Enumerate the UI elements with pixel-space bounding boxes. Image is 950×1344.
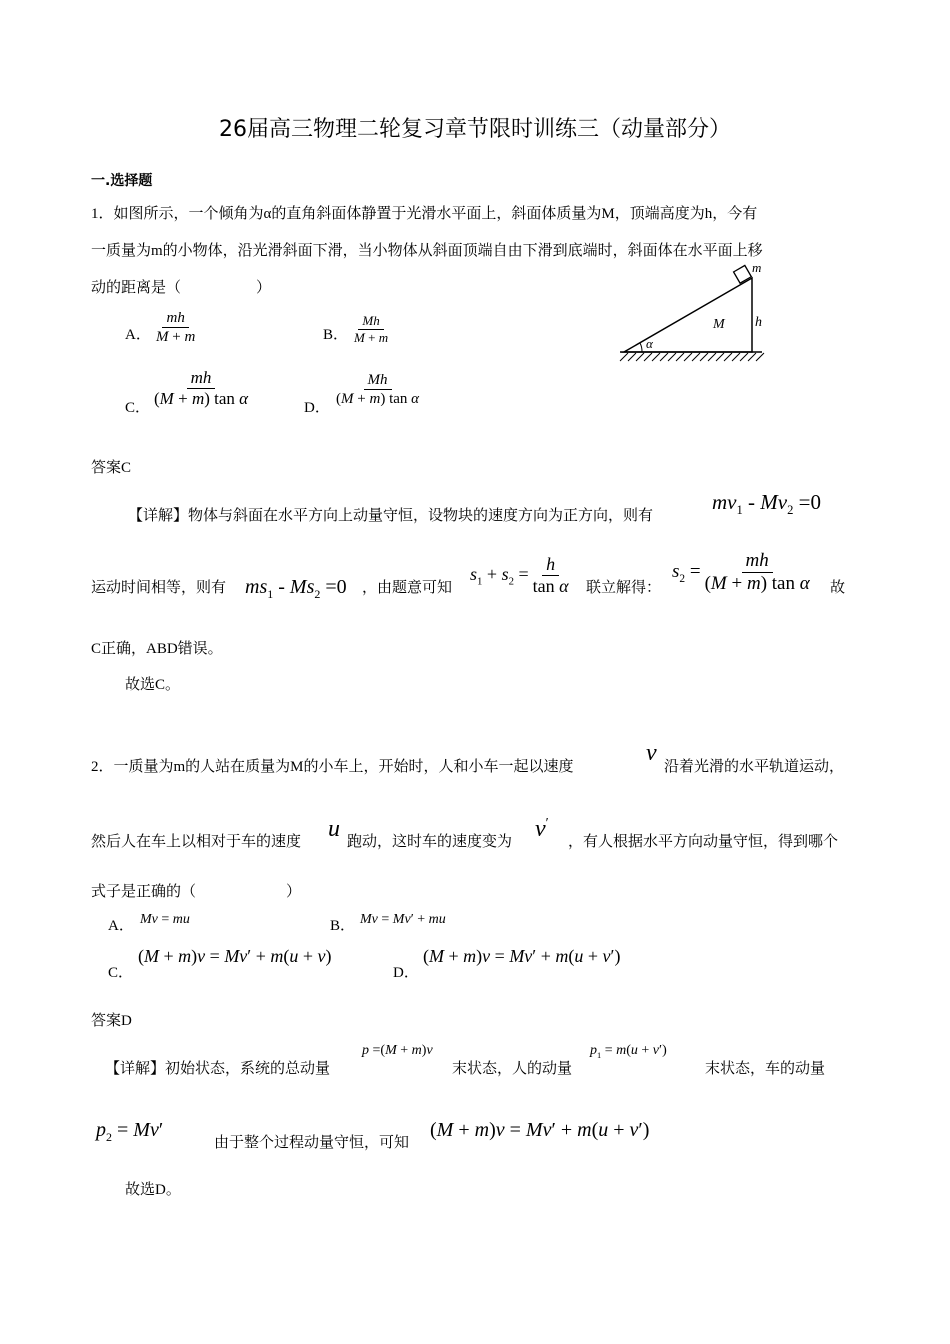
q2-var-vprime: v′ [535, 816, 549, 842]
q1-option-c-formula: $\frac{mh}{\text{(M + m) tan α}}$ [154, 368, 249, 408]
q2-eq-cart: $p_2 = Mv'$ [96, 1119, 164, 1144]
q2-option-d-label: D． [393, 965, 419, 981]
page-title: 26届高三物理二轮复习章节限时训练三（动量部分） [219, 117, 731, 142]
q2-option-c[interactable] [108, 963, 133, 983]
label-alpha: α [646, 336, 653, 351]
q1-option-a-formula: $\frac{mh}{M + m}$ [156, 310, 196, 346]
q1-option-a-label: A． [125, 327, 151, 343]
q2-eq-person: $p_1 = m(u + v')$ [590, 1043, 667, 1060]
q1-stem-line3: 动的距离是（ ） [91, 280, 272, 296]
q2-stem-line2b: 跑动，这时车的速度变为 [347, 834, 513, 850]
q1-option-b-label: B． [323, 327, 349, 343]
q2-conclusion: 故选D。 [125, 1182, 181, 1198]
section-heading: 一.选择题 [91, 173, 153, 189]
q2-detail-line1c: 末状态，车的动量 [705, 1061, 826, 1077]
q2-option-a-label: A． [108, 918, 134, 934]
q2-detail-line2: 由于整个过程动量守恒，可知 [214, 1135, 410, 1151]
q2-stem-line2c: ，有人根据水平方向动量守恒，得到哪个 [568, 834, 839, 850]
q2-answer: 答案D [91, 1013, 132, 1029]
q2-detail-line1b: 末状态，人的动量 [452, 1061, 573, 1077]
q2-eq-conservation: (M + m)v = Mv′ + m(u + v′) [430, 1119, 650, 1141]
q2-option-d[interactable] [393, 963, 419, 983]
q1-conclusion: 故选C。 [125, 677, 181, 693]
q1-option-a[interactable] [125, 325, 151, 345]
q2-option-a-formula: Mv = mu [140, 912, 190, 927]
q2-eq-initial: p =(M + m)v [362, 1043, 433, 1058]
q2-option-d-formula: (M + m)v = Mv′ + m(u + v′) [423, 946, 621, 966]
label-M: M [713, 317, 725, 332]
q2-option-b[interactable] [330, 916, 355, 936]
angle-arc [640, 343, 642, 352]
q1-eq-sum: $s_1 + s_2$ = $\frac{h}{\text{tan α}}$ [470, 554, 569, 596]
label-m: m [752, 260, 762, 275]
q1-eq-displacement: $ms_1 - Ms_2 =0$ [245, 576, 347, 601]
q1-option-b-formula: $\frac{Mh}{M + m}$ [354, 313, 389, 345]
q1-option-c[interactable] [125, 398, 150, 418]
q1-detail-line2a: 运动时间相等，则有 [91, 580, 227, 596]
q1-stem-line2: 一质量为m的小物体，沿光滑斜面下滑，当小物体从斜面顶端自由下滑到底端时，斜面体在水平面上移 [91, 243, 763, 259]
q2-stem-line1b: 沿着光滑的水平轨道运动， [664, 759, 845, 775]
ground-hatching [620, 353, 764, 361]
q2-stem-line3: 式子是正确的（ ） [91, 884, 302, 900]
q1-detail-line3: C正确，ABD错误。 [91, 641, 223, 657]
q1-option-d-label: D． [304, 400, 330, 416]
label-h: h [755, 315, 762, 330]
q2-option-c-label: C． [108, 965, 134, 981]
q1-stem-line1: 1．如图所示，一个倾角为α的直角斜面体静置于光滑水平面上，斜面体质量为M，顶端高度为h，今有 [91, 206, 758, 222]
q1-detail-line2b: ，由题意可知 [362, 580, 453, 596]
q1-detail-line2d: 故 [830, 580, 846, 596]
incline-triangle [624, 278, 752, 352]
q2-detail-line1a: 【详解】初始状态，系统的总动量 [105, 1061, 331, 1077]
q1-eq-momentum: $mv_1 - Mv_2 =0$ [712, 490, 822, 518]
q1-detail-line1: 【详解】物体与斜面在水平方向上动量守恒，设物块的速度方向为正方向，则有 [128, 508, 654, 524]
q2-option-c-formula: (M + m)v = Mv′ + m(u + v) [138, 946, 332, 966]
q2-option-b-label: B． [330, 918, 356, 934]
incline-figure [612, 258, 768, 368]
q1-answer: 答案C [91, 460, 132, 476]
q2-option-a[interactable] [108, 916, 134, 936]
q1-option-d-formula: $\frac{Mh}{\text{(M + m) tan α}}$ [336, 372, 420, 408]
q1-eq-result: $s_2$ = $\frac{mh}{\text{(M + m) tan α}}$ [672, 550, 810, 594]
q2-stem-line2a: 然后人在车上以相对于车的速度 [91, 834, 302, 850]
q1-detail-line2c: 联立解得： [586, 580, 662, 596]
q1-option-c-label: C． [125, 400, 151, 416]
q2-option-b-formula: Mv = Mv′ + mu [360, 912, 446, 927]
q1-option-d[interactable] [304, 398, 330, 418]
q1-option-b[interactable] [323, 325, 348, 345]
q2-stem-line1a: 2．一质量为m的人站在质量为M的小车上，开始时，人和小车一起以速度 [91, 759, 574, 775]
q2-var-u: u [328, 816, 340, 842]
q2-var-v: v [646, 740, 657, 766]
